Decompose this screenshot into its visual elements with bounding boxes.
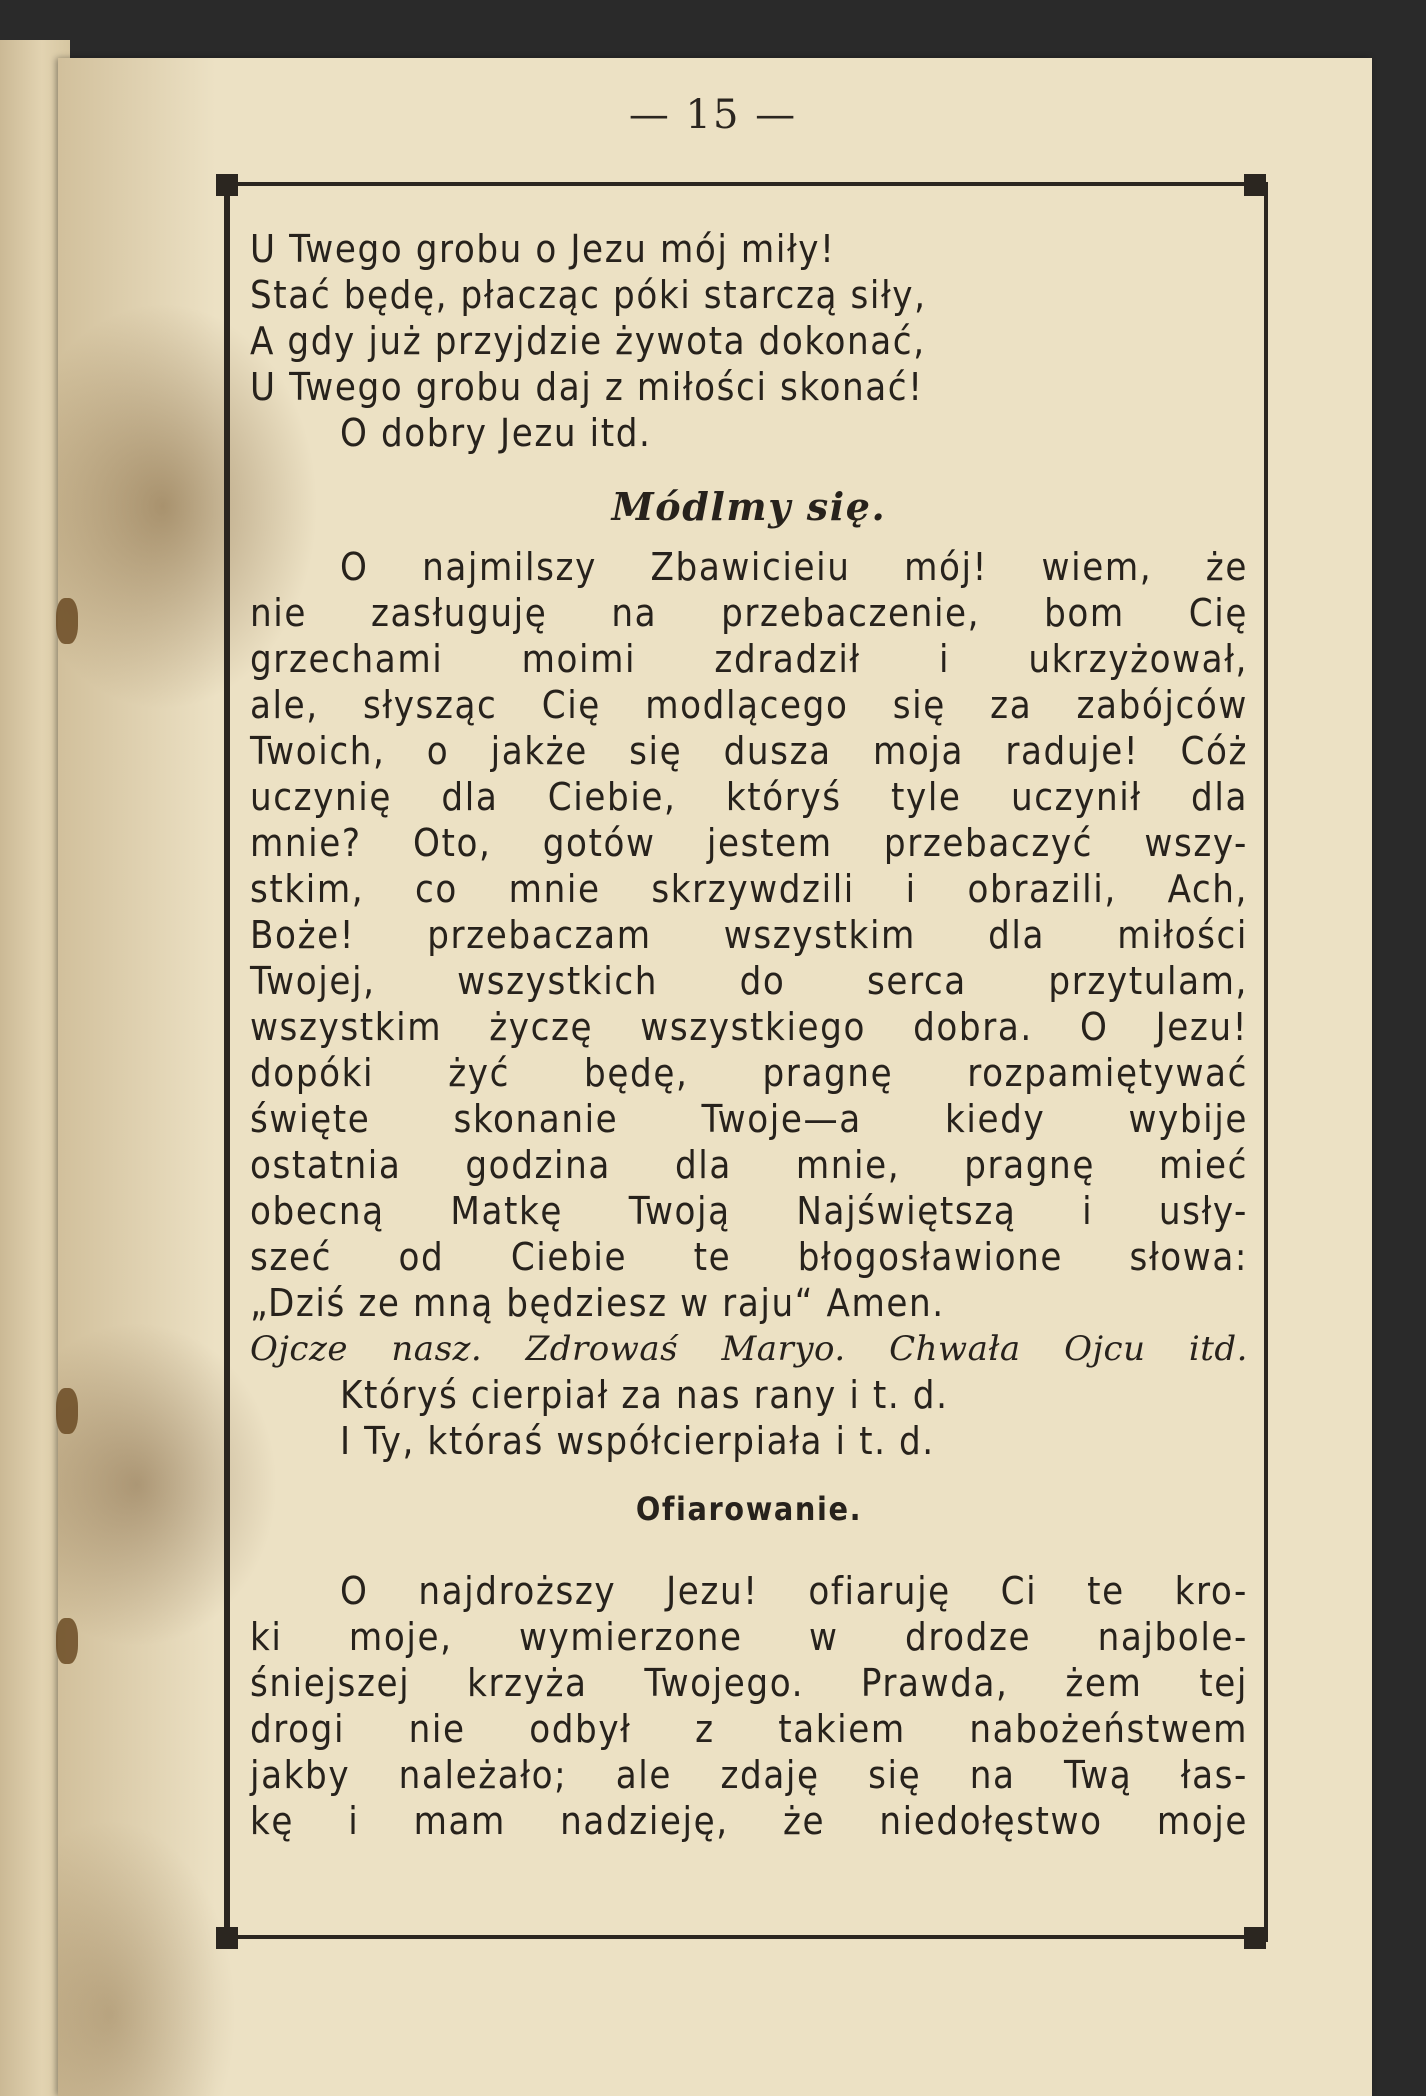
- frame-corner-ornament: [216, 174, 238, 196]
- stanza-refrain: O dobry Jezu itd.: [340, 411, 652, 455]
- prayer-line: „Dziś ze mną będziesz w raju“ Amen.: [250, 1281, 945, 1325]
- offering-line: ki moje, wymierzone w drodze najbole-: [250, 1615, 1248, 1659]
- prayer-line: ale, słysząc Cię modlącego się za zabójców: [250, 683, 1248, 727]
- prayer-line: wszystkim życzę wszystkiego dobra. O Jezu!: [250, 1005, 1248, 1049]
- offering-line: O najdroższy Jezu! ofiaruję Ci te kro-: [340, 1569, 1248, 1613]
- prayer-line: mnie? Oto, gotów jestem przebaczyć wszy-: [250, 821, 1248, 865]
- prayer-line: grzechami moimi zdradził i ukrzyżował,: [250, 637, 1248, 681]
- prayer-line: Twoich, o jakże się dusza moja raduje! Cóż: [250, 729, 1248, 773]
- prayer-line: dopóki żyć będę, pragnę rozpamiętywać: [250, 1051, 1248, 1095]
- italic-prayer-list: Ojcze nasz. Zdrowaś Maryo. Chwała Ojcu itd.: [250, 1329, 1248, 1369]
- offering-paragraph: [250, 1568, 1248, 1844]
- prayer-line: nie zasługuję na przebaczenie, bom Cię: [250, 591, 1248, 635]
- frame-bottom-rule: [224, 1935, 1258, 1939]
- frame-corner-ornament: [1244, 174, 1266, 196]
- binding-stain: [56, 1388, 78, 1434]
- prayer-line: Twojej, wszystkich do serca przytulam,: [250, 959, 1248, 1003]
- frame-corner-ornament: [216, 1927, 238, 1949]
- stanza-line: Stać będę, płacząc póki starczą siły,: [250, 273, 927, 317]
- prayer-heading: Módlmy się.: [611, 484, 887, 529]
- prayer-line: ostatnia godzina dla mnie, pragnę mieć: [250, 1143, 1248, 1187]
- binding-stain: [56, 1618, 78, 1664]
- closing-line: I Ty, któraś współcierpiała i t. d.: [340, 1419, 935, 1463]
- stanza-line: U Twego grobu o Jezu mój miły!: [250, 227, 836, 271]
- stanza: [250, 226, 1248, 456]
- prayer-line: szeć od Ciebie te błogosławione słowa:: [250, 1235, 1248, 1279]
- binding-stain: [56, 598, 78, 644]
- stanza-line: A gdy już przyjdzie żywota dokonać,: [250, 319, 926, 363]
- prayer-paragraph: [250, 544, 1248, 1464]
- prayer-line: uczynię dla Ciebie, któryś tyle uczynił dla: [250, 775, 1248, 819]
- prayer-line: O najmilszy Zbawicieiu mój! wiem, że: [340, 545, 1248, 589]
- prayer-line: stkim, co mnie skrzywdzili i obrazili, Ach,: [250, 867, 1248, 911]
- frame-corner-ornament: [1244, 1927, 1266, 1949]
- offering-heading: Ofiarowanie.: [635, 1490, 863, 1528]
- frame-top-rule: [224, 182, 1258, 186]
- offering-line: śniejszej krzyża Twojego. Prawda, żem tej: [250, 1661, 1248, 1705]
- stanza-line: U Twego grobu daj z miłości skonać!: [250, 365, 924, 409]
- offering-line: kę i mam nadzieję, że niedołęstwo moje: [250, 1799, 1248, 1843]
- prayer-line: Boże! przebaczam wszystkim dla miłości: [250, 913, 1248, 957]
- prayer-line: obecną Matkę Twoją Najświętszą i usły-: [250, 1189, 1248, 1233]
- offering-line: drogi nie odbył z takiem nabożeństwem: [250, 1707, 1248, 1751]
- offering-line: jakby należało; ale zdaję się na Twą łas-: [250, 1753, 1248, 1797]
- prayer-line: święte skonanie Twoje—a kiedy wybije: [250, 1097, 1248, 1141]
- page-number: — 15 —: [628, 92, 798, 138]
- page-text: [250, 226, 1248, 1844]
- closing-line: Któryś cierpiał za nas rany i t. d.: [340, 1373, 949, 1417]
